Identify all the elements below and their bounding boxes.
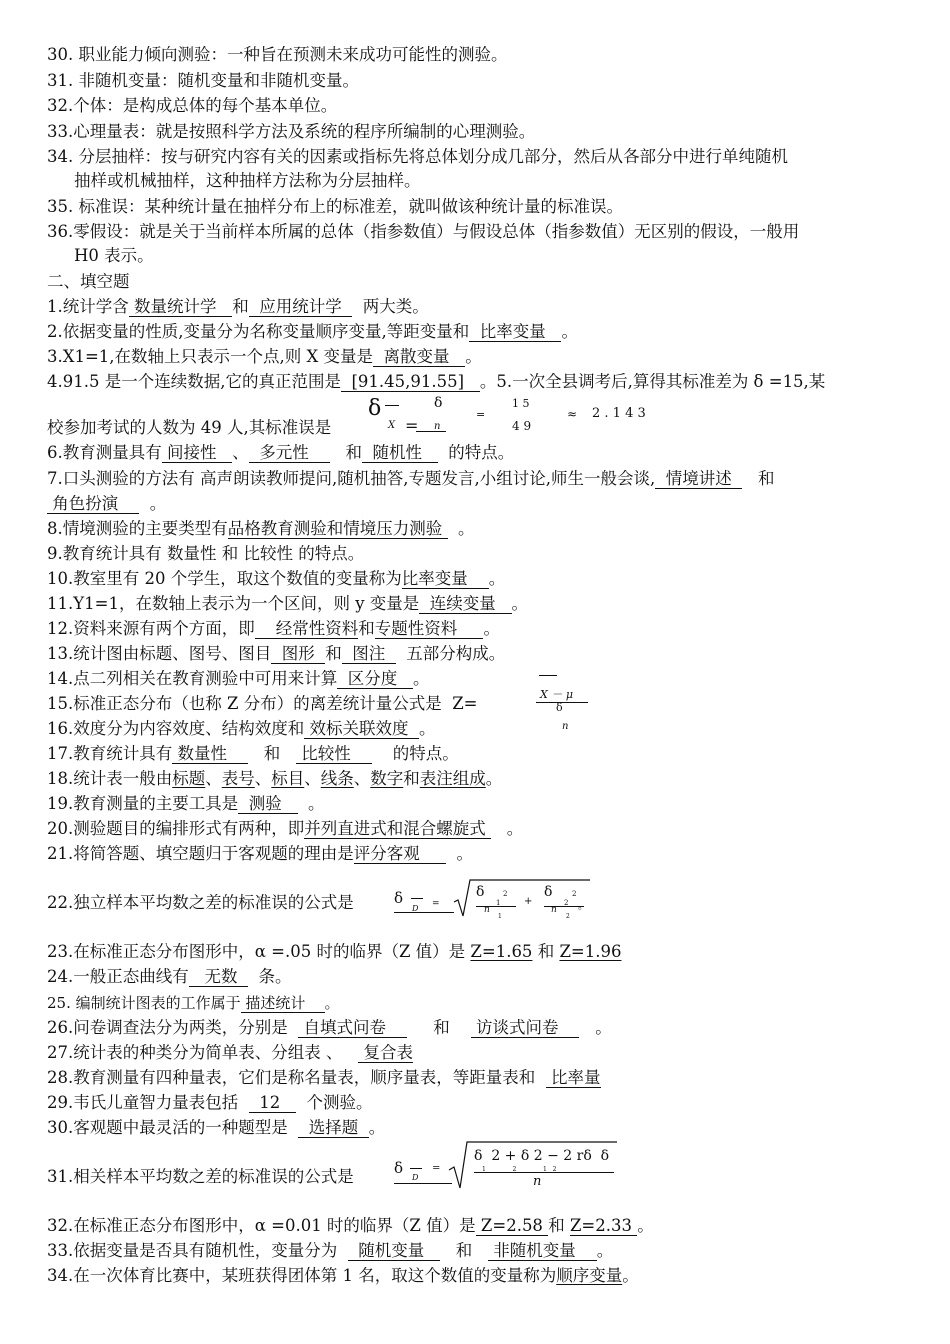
- q22-t1sub: 1: [496, 899, 501, 907]
- fill-q1: 1.统计学含 数量统计学 和 应用统计学 两大类。: [47, 297, 429, 316]
- fill-q12: 12.资料来源有两个方面，即 经常性资料和专题性资料 。: [47, 619, 500, 638]
- fill-q14: 14.点二列相关在教育测验中可用来计算 区分度 。: [47, 669, 430, 688]
- q22-eq: =: [432, 899, 440, 909]
- def-36: 36.零假设：就是关于当前样本所属的总体（指参数值）与假设总体（指参数值）无区别的假设，一般用: [47, 222, 800, 241]
- q31-eq: =: [432, 1163, 441, 1174]
- q31-delta: δ: [394, 1159, 404, 1177]
- q31-num-subs: 1 2 1 2: [482, 1166, 557, 1173]
- fill-q24: 24.一般正态曲线有 无数 条。: [47, 967, 292, 986]
- fill-q13: 13.统计图由标题、图号、图目 图形 和 图注 五部分构成。: [47, 644, 506, 663]
- q22-t1sup: 2: [503, 890, 508, 898]
- q31-underline: [394, 1183, 452, 1184]
- def-31: 31. 非随机变量：随机变量和非随机变量。: [47, 71, 359, 90]
- q22-t2sup: 2: [572, 890, 577, 898]
- fill-q5: 校参加考试的人数为 49 人,其标准误是: [47, 418, 332, 437]
- q5-num2: 1 5: [512, 397, 530, 410]
- fill-q11: 11.Y1=1，在数轴上表示为一个区间，则 y 变量是 连续变量 。: [47, 594, 529, 613]
- fill-q6: 6.教育测量具有 间接性 、 多元性 和 随机性 的特点。: [47, 443, 515, 462]
- def-30: 30. 职业能力倾向测验：一种旨在预测未来成功可能性的测验。: [47, 45, 508, 64]
- fill-q20: 20.测验题目的编排形式有两种，即并列直进式和混合螺旋式 。: [47, 819, 524, 838]
- q22-t2: δ: [544, 884, 553, 900]
- q5-approx: ≈: [567, 407, 578, 421]
- q5-sub: X: [388, 420, 396, 431]
- q5-den2: 4 9: [512, 419, 532, 433]
- q22-frac1-bar: [476, 906, 516, 907]
- fill-q10: 10.教室里有 20 个学生，取这个数值的变量称为比率变量 。: [47, 569, 506, 588]
- q22-bar: [411, 898, 423, 899]
- q22-radical-sign: [452, 878, 592, 920]
- q15-den: δ: [556, 701, 563, 714]
- q31-sub: D: [412, 1173, 419, 1182]
- fill-q30: 30.客观题中最灵活的一种题型是 选择题 。: [47, 1118, 386, 1137]
- fill-q3: 3.X1=1,在数轴上只表示一个点,则 X 变量是 离散变量 。: [47, 347, 482, 366]
- q5-value: 2 . 1 4 3: [592, 406, 646, 421]
- fill-q16: 16.效度分为内容效度、结构效度和 效标关联效度 。: [47, 719, 436, 738]
- q5-den1: n: [434, 421, 441, 432]
- fill-q23: 23.在标准正态分布图形中，α =.05 时的临界（Z 值）是 Z=1.65 和 Z=1.96: [47, 942, 622, 961]
- q22-delta: δ: [394, 889, 404, 907]
- def-36-cont: H0 表示。: [74, 246, 154, 265]
- fill-q18: 18.统计表一般由标题、表号、标目、线条、数字和表注组成。: [47, 769, 503, 788]
- fill-q7-cont: 角色扮演 。: [47, 494, 910, 514]
- fill-q2: 2.依据变量的性质,变量分为名称变量顺序变量,等距变量和 比率变量 。: [47, 322, 578, 341]
- def-33: 33.心理量表：就是按照科学方法及系统的程序所编制的心理测验。: [47, 122, 536, 141]
- fill-q29: 29.韦氏儿童智力量表包括 12 个测验。: [47, 1093, 373, 1112]
- q15-n: n: [562, 721, 569, 732]
- q22-underline: [394, 912, 454, 913]
- q5-bar: [385, 405, 399, 406]
- q31-num: δ 2 + δ 2 − 2 rδ δ: [474, 1148, 610, 1164]
- fill-q33: 33.依据变量是否具有随机性，变量分为 随机变量 和 非随机变量 。: [47, 1241, 614, 1260]
- q31-bar: [410, 1168, 422, 1169]
- fill-q4: 4.91.5 是一个连续数据,它的真正范围是 [91.45,91.55] 。5.一次全县调考后,算得其标准差为 δ =15,某: [47, 372, 826, 391]
- q22-plus: +: [524, 896, 533, 907]
- fill-q7: 7.口头测验的方法有 高声朗读教师提问,随机抽答,专题发言,小组讨论,师生一般会谈, 情境讲述 和: [47, 469, 775, 488]
- q31-den: n: [533, 1174, 542, 1189]
- q5-eq: =: [405, 416, 419, 435]
- q5-num1: δ: [434, 395, 443, 411]
- def-34-cont: 抽样或机械抽样，这种抽样方法称为分层抽样。: [74, 171, 421, 190]
- fill-q17: 17.教育统计具有 数量性 和 比较性 的特点。: [47, 744, 459, 763]
- q22-t2sub: 2: [564, 899, 569, 907]
- fill-q31: 31.相关样本平均数之差的标准误的公式是: [47, 1167, 354, 1186]
- fill-q32: 32.在标准正态分布图形中，α =0.01 时的临界（Z 值）是 Z=2.58 和 Z=2.33 。: [47, 1216, 654, 1235]
- def-34: 34. 分层抽样：按与研究内容有关的因素或指标先将总体划分成几部分，然后从各部分中进行单纯随机: [47, 147, 788, 166]
- fill-q27: 27.统计表的种类分为简单表、分组表 、 复合表: [47, 1043, 413, 1062]
- fill-q8: 8.情境测验的主要类型有品格教育测验和情境压力测验 。: [47, 519, 475, 538]
- q22-t1: δ: [476, 884, 485, 900]
- q22-n2sub: 2: [566, 913, 570, 920]
- q22-post: 。: [578, 901, 588, 912]
- q15-num: X － μ: [540, 688, 573, 701]
- q5-underline: [416, 431, 446, 432]
- def-32: 32.个体：是构成总体的每个基本单位。: [47, 96, 338, 115]
- fill-q15: 15.标准正态分布（也称 Z 分布）的离差统计量公式是 Z=: [47, 694, 478, 713]
- fill-q26: 26.问卷调查法分为两类，分别是 自填式问卷 和 访谈式问卷 。: [47, 1018, 612, 1037]
- q22-n2: n: [551, 905, 557, 915]
- q31-frac-bar: [474, 1172, 614, 1173]
- q15-xbar: [539, 675, 557, 676]
- q22-n1sub: 1: [498, 913, 502, 920]
- fill-q34: 34.在一次体育比赛中，某班获得团体第 1 名，取这个数值的变量称为顺序变量。: [47, 1266, 639, 1285]
- fill-q25: 25. 编制统计图表的工作属于 描述统计 。: [47, 994, 340, 1012]
- q22-sub: D: [412, 904, 419, 913]
- def-35: 35. 标准误：某种统计量在抽样分布上的标准差，就叫做该种统计量的标准误。: [47, 197, 623, 216]
- q5-eq2: =: [476, 408, 486, 421]
- fill-q19: 19.教育测量的主要工具是 测验 。: [47, 794, 325, 813]
- fill-q22: 22.独立样本平均数之差的标准误的公式是: [47, 893, 354, 912]
- section-title: 二、填空题: [47, 272, 130, 291]
- fill-q9: 9.教育统计具有 数量性 和 比较性 的特点。: [47, 544, 365, 563]
- q22-n1: n: [484, 905, 490, 915]
- fill-q21: 21.将简答题、填空题归于客观题的理由是评分客观 。: [47, 844, 473, 863]
- fill-q28: 28.教育测量有四种量表，它们是称名量表，顺序量表，等距量表和 比率量: [47, 1068, 601, 1087]
- q5-delta-symbol: δ: [368, 396, 382, 421]
